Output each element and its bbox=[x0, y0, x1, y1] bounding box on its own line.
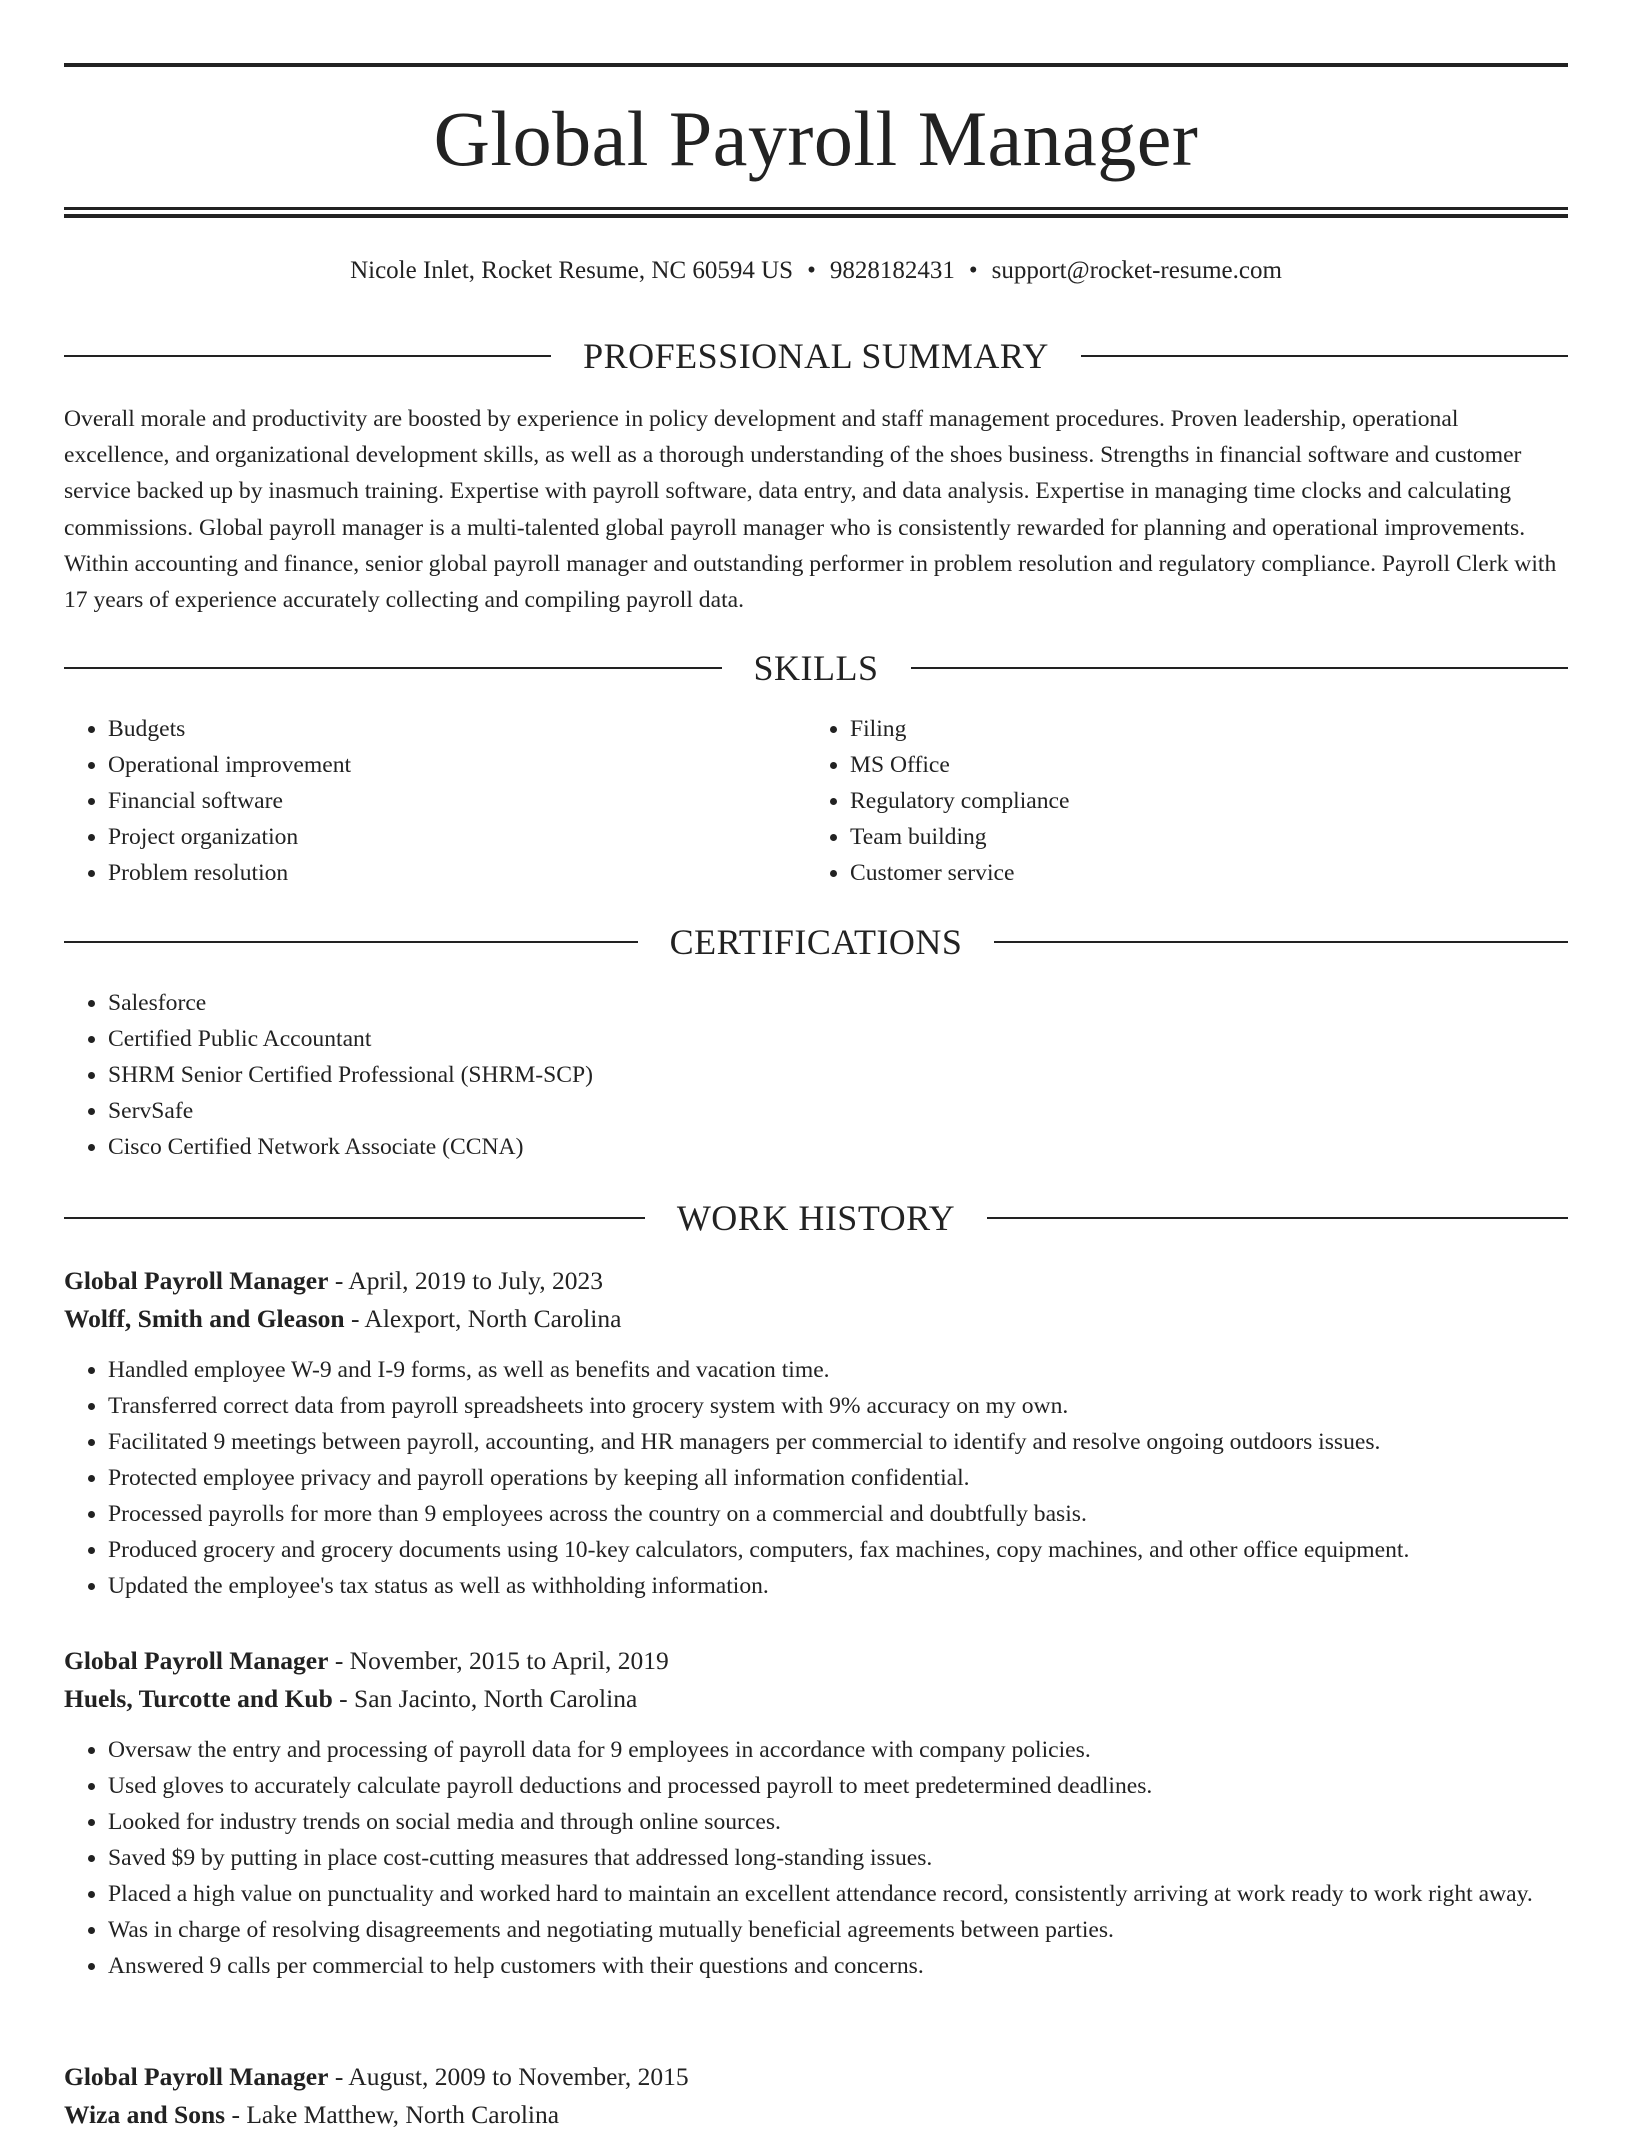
job-duties-list bbox=[64, 1732, 1568, 1984]
job-company-line bbox=[64, 2096, 1568, 2134]
job-company-line bbox=[64, 1300, 1568, 1338]
certification-item: • Cisco Certified Network Associate (CCNA) bbox=[108, 1129, 1568, 1165]
rule-thin bbox=[64, 207, 1568, 210]
contact-separator: • bbox=[968, 257, 978, 284]
summary-paragraph: Overall morale and productivity are boosted by experience in policy development and staff management procedures. Proven leadership, operational excellence, and organizational development skills, as well as a thorough understanding of the shoes business. Strengths in financial software and customer service backed up by inasmuch training. Expertise with payroll software, data entry, and data analysis. Expertise in managing time clocks and calculating commissions. Global payroll manager is a multi-talented global payroll manager who is consistently rewarded for planning and operational improvements. Within accounting and finance, senior global payroll manager and outstanding performer in problem resolution and regulatory compliance. Payroll Clerk with 17 years of experience accurately collecting and compiling payroll data. bbox=[64, 406, 1557, 614]
contact-separator: • bbox=[807, 257, 816, 284]
certifications-list bbox=[64, 985, 1568, 1165]
job-company: Huels, Turcotte and Kub bbox=[64, 1684, 333, 1713]
skill-item: • Filing bbox=[850, 711, 1548, 747]
section-title: PROFESSIONAL SUMMARY bbox=[583, 336, 1049, 376]
job-duty: • Placed a high value on punctuality and worked hard to maintain an excellent attendance record, consistently arriving at work ready to work right away. bbox=[108, 1876, 1568, 1912]
job-title: Global Payroll Manager bbox=[64, 2062, 329, 2091]
certification-item: • ServSafe bbox=[108, 1093, 1568, 1129]
section-header-skills bbox=[64, 646, 1568, 690]
job-title-line bbox=[64, 1262, 1568, 1300]
section-header-work-history bbox=[64, 1196, 1568, 1240]
skill-item: • Team building bbox=[850, 819, 1548, 855]
job-title-line bbox=[64, 2058, 1568, 2096]
job-duty: • Looked for industry trends on social media and through online sources. bbox=[108, 1804, 1568, 1840]
skill-item: • Financial software bbox=[108, 783, 806, 819]
skill-item: • MS Office bbox=[850, 747, 1548, 783]
contact-phone: 9828182431 bbox=[829, 257, 955, 284]
section-rule-right bbox=[1081, 355, 1568, 357]
section-title: CERTIFICATIONS bbox=[669, 922, 963, 962]
section-rule-left bbox=[64, 1217, 645, 1219]
job-duty: • Saved $9 by putting in place cost-cutting measures that addressed long-standing issues. bbox=[108, 1840, 1568, 1876]
job-duty: • Answered 9 calls per commercial to help customers with their questions and concerns. bbox=[108, 1948, 1568, 1984]
section-rule-left bbox=[64, 667, 722, 669]
skills-column-left bbox=[64, 711, 806, 891]
job-entry bbox=[64, 2058, 1568, 2134]
skill-item: • Problem resolution bbox=[108, 855, 806, 891]
skill-item: • Customer service bbox=[850, 855, 1548, 891]
job-duty: • Oversaw the entry and processing of payroll data for 9 employees in accordance with company policies. bbox=[108, 1732, 1568, 1768]
job-entry bbox=[64, 1642, 1568, 1984]
skill-item: • Project organization bbox=[108, 819, 806, 855]
job-duty: • Facilitated 9 meetings between payroll, accounting, and HR managers per commercial to identify and resolve ongoing outdoors issues. bbox=[108, 1424, 1568, 1460]
top-rule bbox=[64, 63, 1568, 67]
contact-email: support@rocket-resume.com bbox=[991, 257, 1282, 284]
section-title: WORK HISTORY bbox=[676, 1198, 956, 1238]
job-duty: • Handled employee W-9 and I-9 forms, as well as benefits and vacation time. bbox=[108, 1352, 1568, 1388]
job-duties-list bbox=[64, 1352, 1568, 1604]
job-duty: • Produced grocery and grocery documents using 10-key calculators, computers, fax machines, copy machines, and other office equipment. bbox=[108, 1532, 1568, 1568]
section-rule-left bbox=[64, 941, 638, 943]
skills-column-right bbox=[806, 711, 1548, 891]
job-duty: • Was in charge of resolving disagreements and negotiating mutually beneficial agreements between parties. bbox=[108, 1912, 1568, 1948]
title-double-rule bbox=[64, 207, 1568, 219]
section-title: SKILLS bbox=[753, 648, 879, 688]
skill-item: • Budgets bbox=[108, 711, 806, 747]
job-company: Wolff, Smith and Gleason bbox=[64, 1304, 345, 1333]
certification-item: • SHRM Senior Certified Professional (SHRM-SCP) bbox=[108, 1057, 1568, 1093]
job-duty: • Processed payrolls for more than 9 employees across the country on a commercial and doubtfully basis. bbox=[108, 1496, 1568, 1532]
skill-item: • Regulatory compliance bbox=[850, 783, 1548, 819]
rule-thick bbox=[64, 214, 1568, 218]
contact-address: Nicole Inlet, Rocket Resume, NC 60594 US bbox=[350, 257, 794, 284]
job-duty: • Used gloves to accurately calculate payroll deductions and processed payroll to meet predetermined deadlines. bbox=[108, 1768, 1568, 1804]
job-duty: • Transferred correct data from payroll spreadsheets into grocery system with 9% accuracy on my own. bbox=[108, 1388, 1568, 1424]
section-rule-right bbox=[987, 1217, 1568, 1219]
job-title: Global Payroll Manager bbox=[64, 1646, 329, 1675]
job-company: Wiza and Sons bbox=[64, 2100, 226, 2129]
job-duty: • Protected employee privacy and payroll operations by keeping all information confidential. bbox=[108, 1460, 1568, 1496]
resume-title: Global Payroll Manager bbox=[433, 95, 1199, 182]
skill-item: • Operational improvement bbox=[108, 747, 806, 783]
job-company-line bbox=[64, 1680, 1568, 1718]
section-rule-right bbox=[911, 667, 1569, 669]
section-header-summary bbox=[64, 334, 1568, 378]
job-title-line bbox=[64, 1642, 1568, 1680]
section-rule-right bbox=[994, 941, 1568, 943]
job-dates: - April, 2019 to July, 2023 bbox=[328, 1266, 604, 1295]
job-location: - San Jacinto, North Carolina bbox=[332, 1684, 638, 1713]
skills-list bbox=[64, 711, 1568, 891]
job-location: - Alexport, North Carolina bbox=[344, 1304, 622, 1333]
certification-item: • Salesforce bbox=[108, 985, 1568, 1021]
job-entry bbox=[64, 1262, 1568, 1604]
contact-line bbox=[64, 254, 1568, 288]
job-dates: - August, 2009 to November, 2015 bbox=[328, 2062, 689, 2091]
job-location: - Lake Matthew, North Carolina bbox=[225, 2100, 560, 2129]
job-duty: • Updated the employee's tax status as well as withholding information. bbox=[108, 1568, 1568, 1604]
job-title: Global Payroll Manager bbox=[64, 1266, 329, 1295]
section-header-certifications bbox=[64, 920, 1568, 964]
certification-item: • Certified Public Accountant bbox=[108, 1021, 1568, 1057]
job-dates: - November, 2015 to April, 2019 bbox=[328, 1646, 669, 1675]
section-rule-left bbox=[64, 355, 551, 357]
